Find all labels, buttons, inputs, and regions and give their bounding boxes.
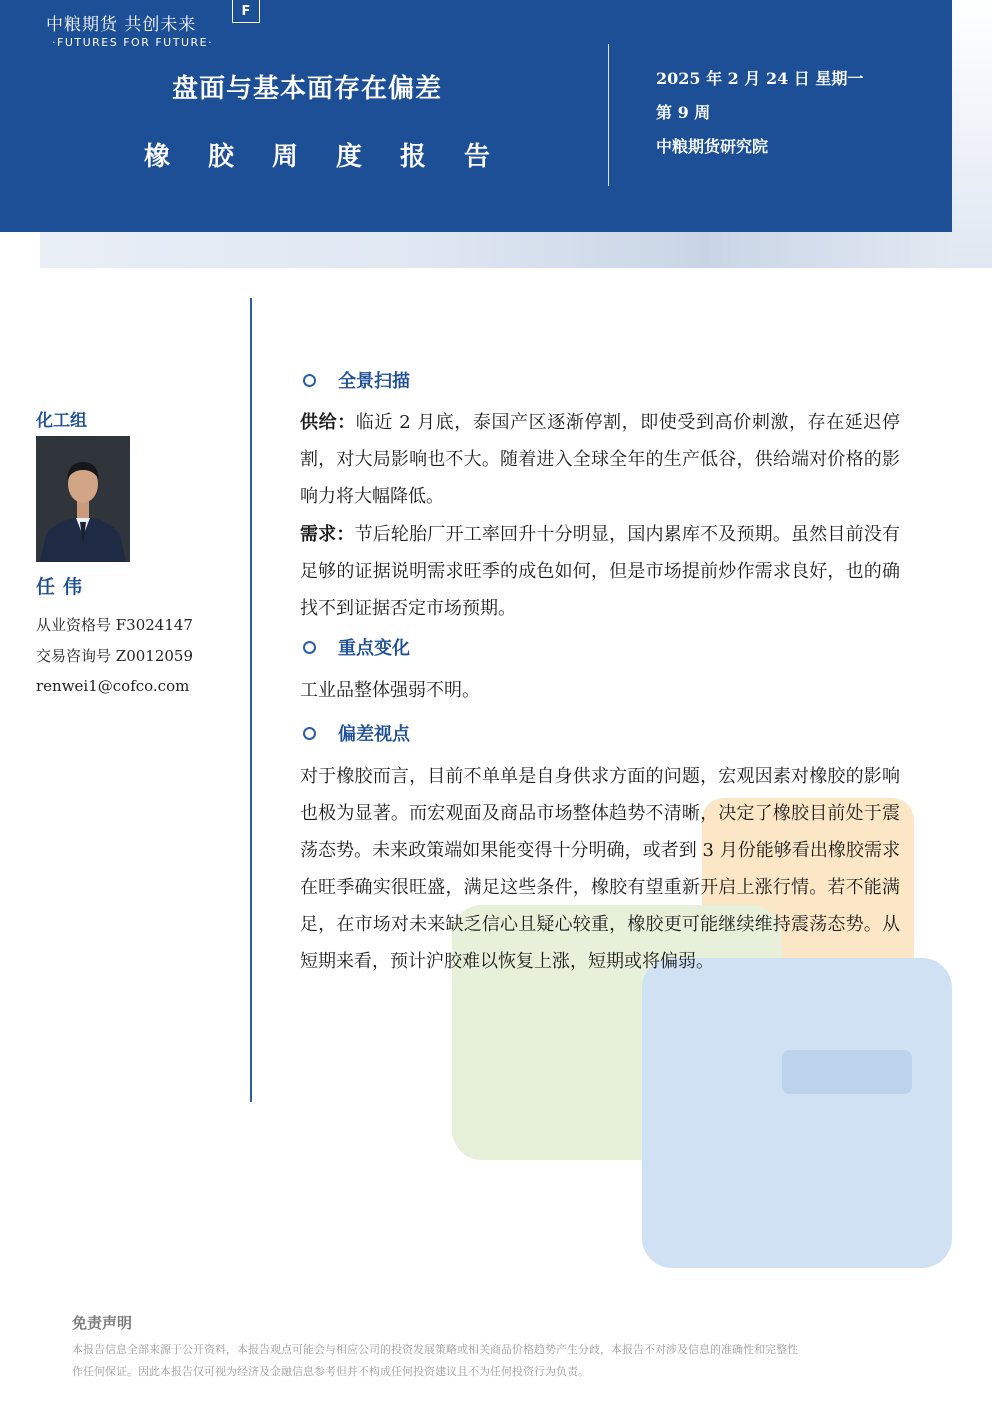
column-divider (250, 298, 252, 1102)
section-header-overview (300, 367, 410, 393)
section-title: 全景扫描 (338, 371, 410, 392)
logo-icon: F (232, 0, 260, 23)
logo-english-text: ·FUTURES FOR FUTURE· (52, 36, 214, 49)
section-header-deviation-view (300, 720, 410, 746)
report-subtitle: 橡胶周度报告 (144, 142, 529, 172)
logo-chinese-text: 中粮期货 共创未来 (46, 15, 197, 35)
report-date: 2025 年 2 月 24 日 星期一 (656, 69, 864, 88)
paragraph-label: 需求： (300, 524, 355, 545)
paragraph-text: 工业品整体强弱不明。 (300, 680, 480, 701)
section-title: 偏差视点 (338, 724, 410, 745)
report-week: 第 9 周 (656, 103, 711, 122)
header-decorative-band (40, 232, 992, 268)
disclaimer-line-1: 本报告信息全部来源于公开资料，本报告观点可能会与相应公司的投资发展策略或相关商品价格趋势产生分歧，本报告不对涉及信息的准确性和完整性 (72, 1343, 798, 1356)
bullet-circle-icon (303, 641, 316, 654)
paragraph-text: 对于橡胶而言，目前不单单是自身供求方面的问题，宏观因素对橡胶的影响也极为显著。而宏观面及商品市场整体趋势不清晰，决定了橡胶目前处于震荡态势。未来政策端如果能变得十分明确，或者到 3 月份能够看出橡胶需求在旺季确实很旺盛，满足这些条件，橡胶有望重新开启上涨行情。若不能满足，在市场对未来缺乏信心且疑心较重，橡胶更可能继续维持震荡态势。从短期来看，预计沪胶难以恢复上涨，短期或将偏弱。 (300, 766, 900, 972)
report-title: 盘面与基本面存在偏差 (172, 74, 443, 104)
section-title: 重点变化 (338, 638, 410, 659)
report-header (0, 0, 952, 232)
bullet-circle-icon (303, 727, 316, 740)
paragraph-demand (300, 516, 900, 627)
paragraph-deviation-view (300, 758, 900, 980)
paragraph-label: 供给： (300, 412, 356, 433)
analyst-group: 化工组 (36, 411, 87, 431)
decorative-blue-bar (782, 1050, 912, 1094)
analyst-portrait-icon (36, 436, 130, 562)
header-decorative-edge (952, 0, 992, 268)
disclaimer-line-2: 作任何保证。因此本报告仅可视为经济及金融信息参考但并不构成任何投资建议且不为任何投资行为负责。 (72, 1365, 589, 1378)
paragraph-supply (300, 404, 900, 515)
report-institute: 中粮期货研究院 (656, 137, 769, 156)
paragraph-key-changes (300, 672, 900, 709)
analyst-consult-number: 交易咨询号 Z0012059 (36, 647, 193, 665)
header-divider (608, 44, 609, 186)
disclaimer-title: 免责声明 (72, 1314, 133, 1332)
paragraph-text: 临近 2 月底，泰国产区逐渐停割，即使受到高价刺激，存在延迟停割，对大局影响也不大。随着进入全球全年的生产低谷，供给端对价格的影响力将大幅降低。 (300, 412, 900, 507)
analyst-photo (36, 436, 130, 562)
decorative-blue-block (642, 958, 952, 1268)
analyst-qualification: 从业资格号 F3024147 (36, 616, 193, 634)
analyst-name: 任伟 (36, 576, 91, 598)
analyst-email: renwei1@cofco.com (36, 677, 190, 695)
paragraph-text: 节后轮胎厂开工率回升十分明显，国内累库不及预期。虽然目前没有足够的证据说明需求旺季的成色如何，但是市场提前炒作需求良好，也的确找不到证据否定市场预期。 (300, 524, 900, 619)
section-header-key-changes (300, 634, 410, 660)
bullet-circle-icon (303, 374, 316, 387)
